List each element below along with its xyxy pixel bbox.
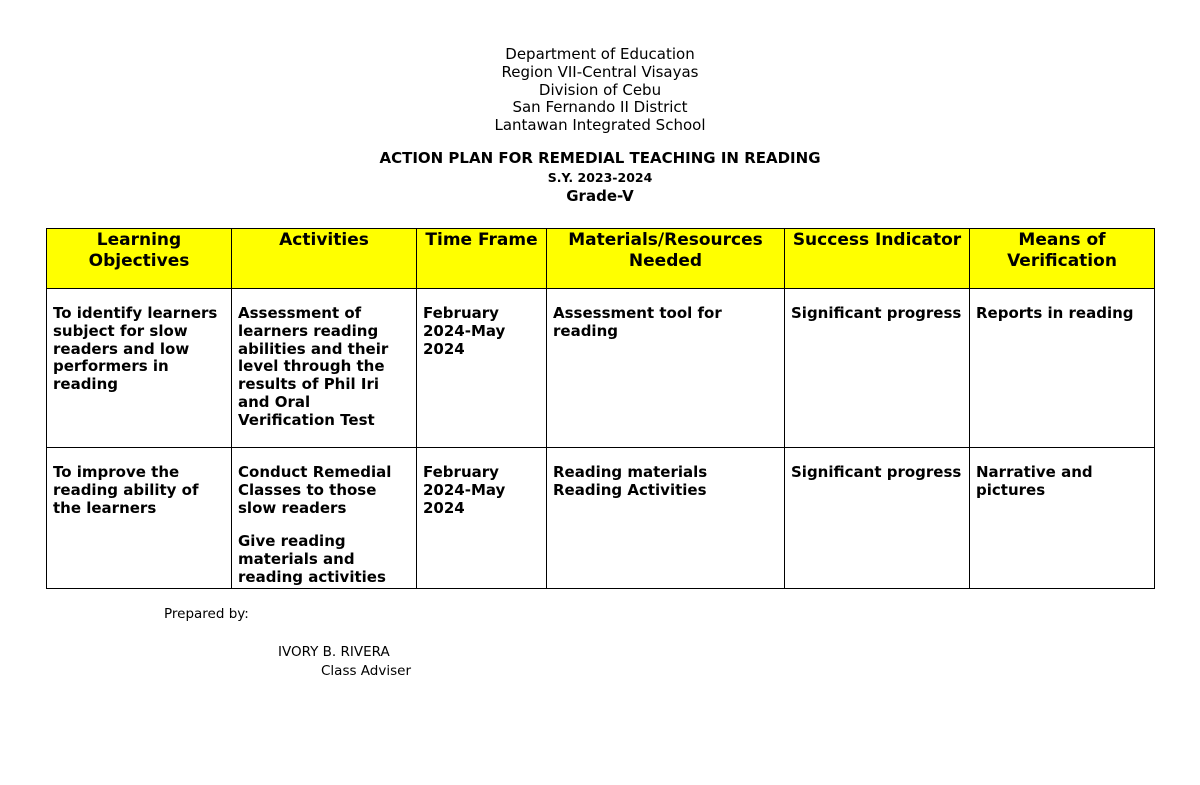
school-year: S.Y. 2023-2024: [547, 170, 653, 185]
activity-text: Assessment of learners reading abilities and their level through the results of Phil Iri and Oral Verification Test: [238, 304, 389, 429]
document-title: ACTION PLAN FOR REMEDIAL TEACHING IN READING: [379, 149, 821, 167]
cell-activities: [232, 289, 417, 448]
cell-materials: [547, 289, 785, 448]
cell-time-frame: February 2024-May 2024: [417, 448, 547, 589]
column-header-activities: Activities: [232, 229, 417, 289]
cell-materials: [547, 448, 785, 589]
table-row: [47, 289, 1155, 448]
header-line-region: Region VII-Central Visayas: [501, 62, 699, 81]
table-row: [47, 448, 1155, 589]
material-text: Assessment tool for reading: [553, 304, 722, 340]
material-text: Reading Activities: [553, 480, 707, 499]
grade-level: Grade-V: [566, 187, 634, 205]
letterhead: [0, 46, 1200, 135]
header-line-district: San Fernando II District: [512, 98, 688, 117]
cell-objective: To improve the reading ability of the learners: [47, 448, 232, 589]
column-header-means-of-verification: Means of Verification: [970, 229, 1155, 289]
column-header-materials: Materials/Resources Needed: [547, 229, 785, 289]
cell-time-frame: February 2024-May 2024: [417, 289, 547, 448]
activity-text: Give reading materials and reading activities: [238, 532, 386, 586]
action-plan-table: [46, 228, 1155, 589]
prepared-by-label: Prepared by:: [164, 606, 249, 622]
activity-text: Conduct Remedial Classes to those slow readers: [238, 463, 392, 517]
column-header-success-indicator: Success Indicator: [785, 229, 970, 289]
header-line-division: Division of Cebu: [538, 80, 662, 99]
cell-success-indicator: Significant progress: [785, 448, 970, 589]
signer-name: IVORY B. RIVERA: [278, 644, 390, 660]
cell-means-of-verification: Reports in reading: [970, 289, 1155, 448]
header-line-department: Department of Education: [505, 45, 695, 63]
signer-role: Class Adviser: [321, 663, 412, 679]
cell-activities: [232, 448, 417, 589]
cell-means-of-verification: Narrative and pictures: [970, 448, 1155, 589]
material-text: Reading materials: [553, 463, 708, 481]
cell-success-indicator: Significant progress: [785, 289, 970, 448]
cell-objective: To identify learners subject for slow readers and low performers in reading: [47, 289, 232, 448]
activity-spacer: [238, 517, 412, 533]
header-line-school: Lantawan Integrated School: [494, 116, 706, 135]
column-header-learning-objectives: Learning Objectives: [47, 229, 232, 289]
table-header-row: [47, 229, 1155, 289]
column-header-time-frame: Time Frame: [417, 229, 547, 289]
